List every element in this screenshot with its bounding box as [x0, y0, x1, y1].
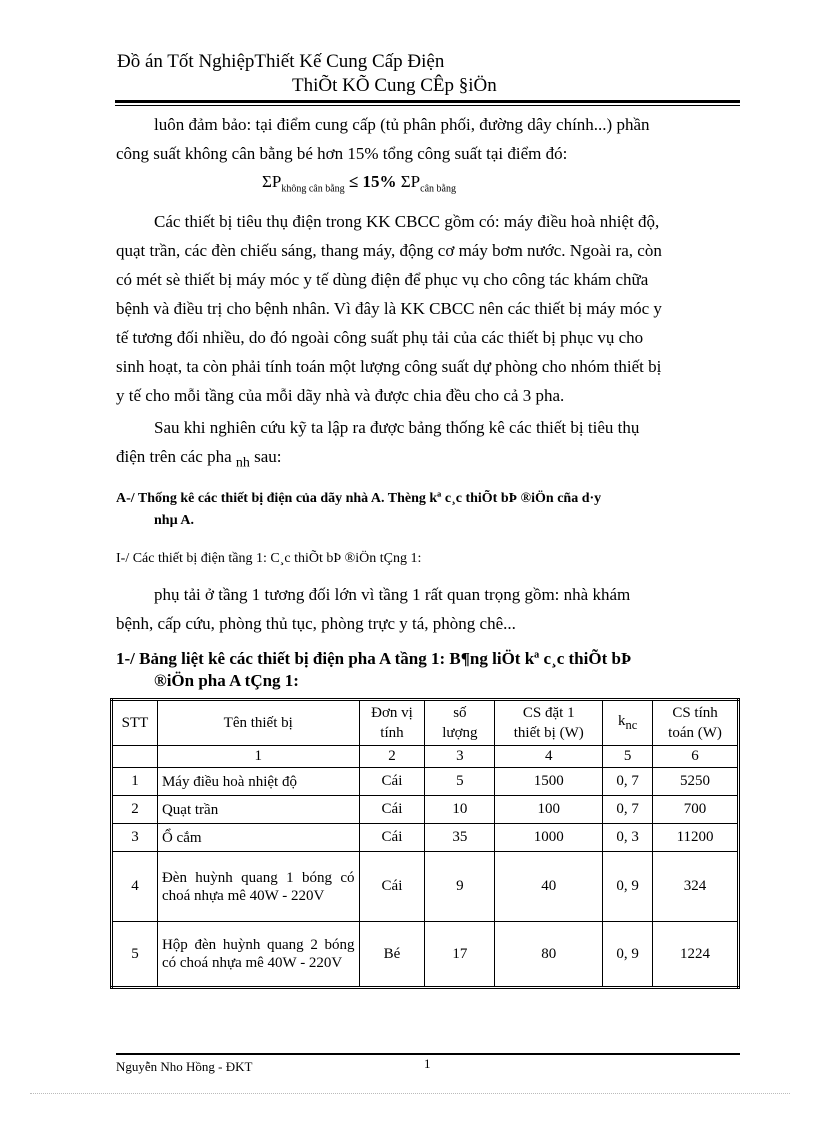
index-cell: 1	[157, 746, 359, 768]
text-line: Sau khi nghiên cứu kỹ ta lập ra được bảng thống kê các thiết bị tiêu thụ	[154, 418, 640, 437]
text-run: điện trên các pha	[116, 447, 236, 466]
header-name: Tên thiết bị	[157, 700, 359, 746]
header-text: k	[617, 713, 626, 729]
formula-relation: ≤ 15%	[344, 172, 401, 191]
cell-computed-power: 11200	[653, 824, 739, 852]
formula	[262, 172, 456, 194]
cell-name: Đèn huỳnh quang 1 bóng có choá nhựa mê 40W - 220V	[157, 852, 359, 922]
text-line: A-/ Thống kê các thiết bị điện của dãy nhà A. Thèng kª c¸c thiÕt bÞ ®iÖn cña d·y	[116, 491, 602, 506]
cell-unit: Cái	[359, 768, 425, 796]
cell-unit: Cái	[359, 852, 425, 922]
table-row	[112, 824, 739, 852]
index-cell: 6	[653, 746, 739, 768]
header-subscript: nc	[625, 718, 638, 732]
cell-name: Máy điều hoà nhiệt độ	[157, 768, 359, 796]
table-header-row	[112, 700, 739, 746]
header-text: thiết bị (W)	[513, 725, 584, 741]
paragraph-2	[116, 207, 740, 410]
cell-computed-power: 1224	[653, 922, 739, 988]
text-line: sinh hoạt, ta còn phải tính toán một lượng công suất dự phòng cho nhóm thiết bị	[116, 357, 662, 376]
cell-rated-power: 40	[495, 852, 603, 922]
text-line: 1-/ Bảng liệt kê các thiết bị điện pha A tầng 1: B¶ng liÖt kª c¸c thiÕt bÞ	[116, 649, 632, 668]
cell-computed-power: 324	[653, 852, 739, 922]
header-text: CS tính	[672, 705, 718, 721]
footer-rule	[116, 1053, 740, 1055]
cell-knc: 0, 7	[603, 796, 653, 824]
paragraph-4	[116, 580, 740, 638]
cell-stt: 3	[112, 824, 158, 852]
equipment-table	[110, 698, 740, 989]
formula-subscript: không cân bằng	[281, 183, 345, 195]
header-knc	[603, 700, 653, 746]
cell-stt: 2	[112, 796, 158, 824]
index-cell	[112, 746, 158, 768]
text-line: tế tương đối nhiều, do đó ngoài công suất phụ tải của các thiết bị phục vụ cho	[116, 328, 644, 347]
cell-rated-power: 1000	[495, 824, 603, 852]
cell-name: Ổ cắm	[157, 824, 359, 852]
cell-stt: 5	[112, 922, 158, 988]
formula-sum: ΣP	[400, 172, 421, 191]
cell-knc: 0, 9	[603, 852, 653, 922]
table-row	[112, 852, 739, 922]
page-header	[117, 50, 740, 98]
page-break-line	[30, 1093, 790, 1094]
cell-rated-power: 80	[495, 922, 603, 988]
table-index-row	[112, 746, 739, 768]
cell-stt: 4	[112, 852, 158, 922]
cell-knc: 0, 9	[603, 922, 653, 988]
table-row	[112, 796, 739, 824]
text-run: sau:	[249, 447, 282, 466]
text-line: công suất không cân bằng bé hơn 15% tổng công suất tại điểm đó:	[116, 144, 568, 163]
text-line: bệnh, cấp cứu, phòng thủ tục, phòng trực y tá, phòng chê...	[116, 614, 516, 633]
cell-stt: 1	[112, 768, 158, 796]
cell-rated-power: 100	[495, 796, 603, 824]
header-rated-power	[495, 700, 603, 746]
header-qty	[425, 700, 495, 746]
footer-author: Nguyễn Nho Hồng - ĐKT	[116, 1059, 253, 1074]
formula-sum: ΣP	[262, 172, 282, 191]
cell-rated-power: 1500	[495, 768, 603, 796]
table-row	[112, 768, 739, 796]
cell-computed-power: 5250	[653, 768, 739, 796]
header-stt: STT	[112, 700, 158, 746]
header-rule	[115, 100, 740, 106]
index-cell: 3	[425, 746, 495, 768]
cell-qty: 5	[425, 768, 495, 796]
table-title	[116, 648, 631, 692]
cell-knc: 0, 7	[603, 768, 653, 796]
cell-computed-power: 700	[653, 796, 739, 824]
index-cell: 2	[359, 746, 425, 768]
cell-name: Hộp đèn huỳnh quang 2 bóng có choá nhựa mê 40W - 220V	[157, 922, 359, 988]
cell-knc: 0, 3	[603, 824, 653, 852]
text-line: bệnh và điều trị cho bệnh nhân. Vì đây là KK CBCC nên các thiết bị máy móc y	[116, 299, 662, 318]
paragraph-1	[116, 110, 740, 168]
text-line: quạt trần, các đèn chiếu sáng, thang máy, động cơ máy bơm nước. Ngoài ra, còn	[116, 241, 662, 260]
index-cell: 4	[495, 746, 603, 768]
paragraph-3	[116, 413, 740, 477]
cell-qty: 17	[425, 922, 495, 988]
header-text: Đơn vị	[371, 705, 413, 721]
cell-unit: Cái	[359, 796, 425, 824]
header-title: Đồ án Tốt NghiệpThiết Kế Cung Cấp Điện	[117, 51, 445, 72]
header-text: lượng	[442, 725, 478, 741]
cell-qty: 35	[425, 824, 495, 852]
header-text: số	[453, 705, 467, 721]
cell-qty: 10	[425, 796, 495, 824]
text-line: có mét sè thiết bị máy móc y tế dùng điện để phục vụ cho công tác khám chữa	[116, 270, 649, 289]
cell-unit: Bé	[359, 922, 425, 988]
section-1-heading: I-/ Các thiết bị điện tầng 1: C¸c thiÕt bÞ ®iÖn tÇng 1:	[116, 551, 422, 566]
header-text: CS đặt 1	[522, 705, 575, 721]
text-line: phụ tải ở tầng 1 tương đối lớn vì tầng 1 rất quan trọng gồm: nhà khám	[154, 585, 631, 604]
text-line: y tế cho mỗi tầng của mỗi dãy nhà và được chia đều cho cả 3 pha.	[116, 386, 565, 405]
text-line: ®iÖn pha A tÇng 1:	[154, 671, 299, 690]
header-text: tính	[380, 725, 404, 741]
cell-unit: Cái	[359, 824, 425, 852]
cell-name: Quạt trần	[157, 796, 359, 824]
text-subscript: nh	[235, 455, 250, 471]
text-line	[116, 442, 740, 477]
text-line: Các thiết bị tiêu thụ điện trong KK CBCC gồm có: máy điều hoà nhiệt độ,	[154, 212, 660, 231]
header-text: toán (W)	[668, 725, 722, 741]
cell-qty: 9	[425, 852, 495, 922]
index-cell: 5	[603, 746, 653, 768]
formula-subscript: cân bằng	[420, 183, 456, 195]
page-number: 1	[424, 1056, 431, 1071]
text-line: nhµ A.	[154, 513, 194, 528]
header-unit	[359, 700, 425, 746]
text-line: luôn đảm bảo: tại điểm cung cấp (tủ phân phối, đường dây chính...) phần	[154, 115, 650, 134]
header-computed-power	[653, 700, 739, 746]
table-row	[112, 922, 739, 988]
header-subtitle: ThiÕt KÕ Cung CÊp §iÖn	[292, 75, 497, 96]
section-a-heading	[116, 488, 742, 532]
